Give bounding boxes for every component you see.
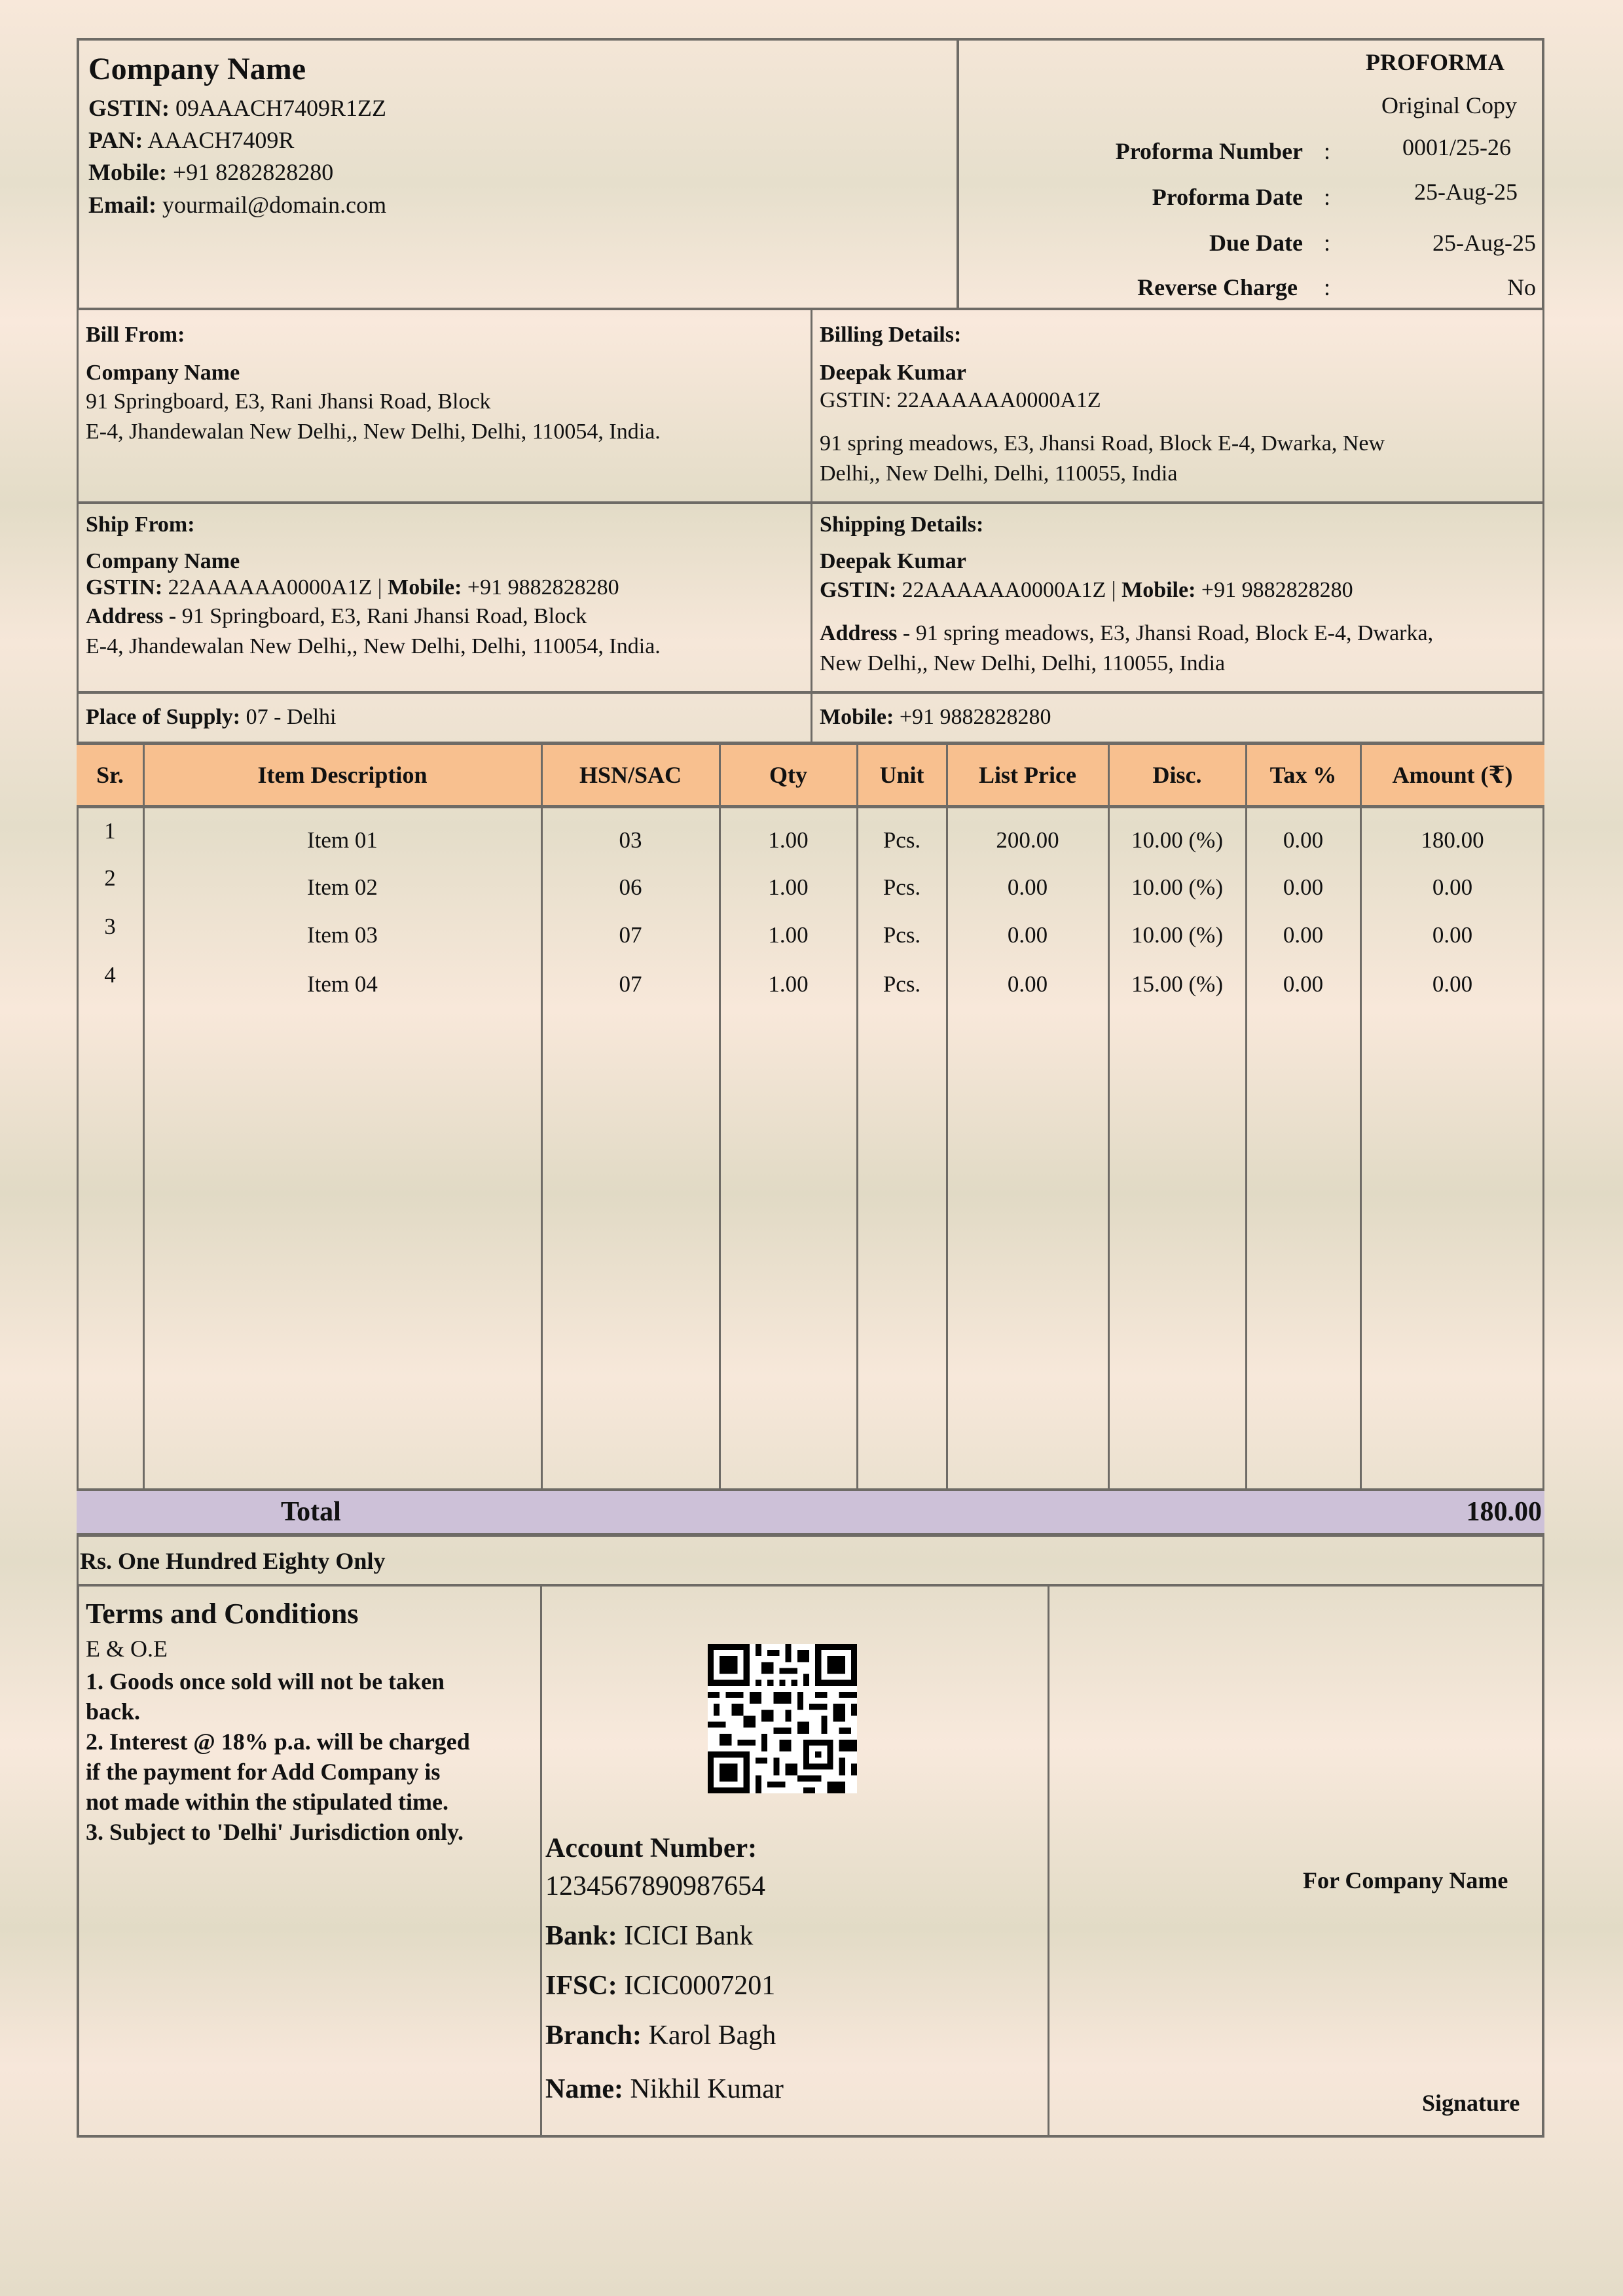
account-number-label: Account Number: (545, 1833, 757, 1863)
place-of-supply-label: Place of Supply: (86, 705, 241, 729)
due-date: 25-Aug-25 (1432, 230, 1536, 256)
cell-amount: 180.00 (1421, 827, 1484, 853)
ship-from-name: Company Name (86, 549, 240, 573)
shipping-details-title: Shipping Details: (820, 512, 984, 537)
mobile-value: +91 9882828280 (467, 575, 619, 600)
terms-line: 3. Subject to 'Delhi' Jurisdiction only. (86, 1819, 464, 1845)
cell-description: Item 02 (307, 874, 378, 900)
cell-list-price: 0.00 (1007, 922, 1048, 948)
mobile-label: Mobile: (820, 705, 894, 729)
terms-line: if the payment for Add Company is (86, 1759, 441, 1785)
cell-disc: 15.00 (%) (1131, 971, 1223, 997)
mobile-label: Mobile: (388, 575, 462, 600)
mobile-label: Mobile: (88, 159, 167, 185)
items-table-body (77, 808, 1544, 1491)
place-of-supply (86, 703, 336, 732)
col-header-description: Item Description (257, 762, 428, 788)
cell-amount: 0.00 (1432, 874, 1473, 900)
cell-sr: 3 (104, 914, 116, 939)
copy-type: Original Copy (1381, 92, 1517, 118)
mobile-value: +91 9882828280 (899, 705, 1051, 729)
meta-sep: : (1324, 138, 1331, 164)
address-row-divider (77, 501, 1544, 504)
meta-label-proforma-number: Proforma Number (1115, 138, 1303, 164)
mobile-value: +91 9882828280 (1201, 578, 1353, 602)
company-email (88, 190, 386, 220)
cell-unit: Pcs. (883, 971, 921, 997)
col-header-sr: Sr. (96, 762, 124, 788)
cell-disc: 10.00 (%) (1131, 827, 1223, 853)
gstin-value: 22AAAAAA0000A1Z (902, 578, 1106, 602)
col-header-qty: Qty (769, 762, 807, 788)
cell-hsn: 06 (619, 874, 642, 900)
cell-description: Item 04 (307, 971, 378, 997)
col-header-list-price: List Price (979, 762, 1076, 788)
total-row (77, 1488, 1544, 1537)
bank-label: Bank: (545, 1921, 617, 1951)
cell-hsn: 07 (619, 971, 642, 997)
col-divider (1360, 742, 1362, 1489)
terms-line: back. (86, 1698, 141, 1725)
payment-qr-code (708, 1644, 857, 1793)
shipping-address-line2: New Delhi,, New Delhi, Delhi, 110055, India (820, 651, 1226, 675)
document-type: PROFORMA (1366, 49, 1504, 75)
address-label: Address (820, 621, 898, 645)
shipping-name: Deepak Kumar (820, 549, 966, 573)
amount-in-words: Rs. One Hundred Eighty Only (80, 1548, 386, 1574)
bank-ifsc (545, 1970, 775, 2001)
mobile-value: +91 8282828280 (172, 159, 334, 185)
cell-tax: 0.00 (1283, 874, 1324, 900)
cell-qty: 1.00 (768, 922, 809, 948)
billing-name: Deepak Kumar (820, 361, 966, 385)
shipping-address-line1 (820, 619, 1433, 648)
ship-from-title: Ship From: (86, 512, 195, 537)
address-value: - 91 spring meadows, E3, Jhansi Road, Block E-4, Dwarka, (902, 621, 1434, 645)
company-gstin (88, 93, 386, 123)
cell-tax: 0.00 (1283, 971, 1324, 997)
col-divider (1245, 742, 1247, 1489)
gstin-value: 09AAACH7409R1ZZ (175, 95, 387, 121)
supply-mobile (820, 703, 1051, 732)
meta-sep: : (1324, 184, 1331, 210)
col-divider (541, 742, 543, 1489)
cell-disc: 10.00 (%) (1131, 874, 1223, 900)
cell-unit: Pcs. (883, 827, 921, 853)
cell-qty: 1.00 (768, 874, 809, 900)
company-name: Company Name (88, 52, 306, 86)
email-value: yourmail@domain.com (162, 192, 387, 218)
col-header-unit: Unit (879, 762, 924, 788)
billing-address-line1: 91 spring meadows, E3, Jhansi Road, Block E-4, Dwarka, New (820, 431, 1385, 456)
cell-qty: 1.00 (768, 971, 809, 997)
gstin-value: 22AAAAAA0000A1Z (168, 575, 373, 600)
separator: | (1111, 578, 1116, 602)
meta-label-proforma-date: Proforma Date (1152, 184, 1303, 210)
col-header-disc: Disc. (1152, 762, 1202, 788)
meta-sep: : (1324, 230, 1331, 256)
address-label: Address - (86, 604, 177, 628)
ifsc-label: IFSC: (545, 1971, 617, 2001)
items-table-header (77, 742, 1544, 808)
qr-code-icon (708, 1644, 857, 1793)
col-divider (1108, 742, 1110, 1489)
cell-qty: 1.00 (768, 827, 809, 853)
total-value: 180.00 (1466, 1497, 1542, 1527)
bill-from-title: Bill From: (86, 323, 185, 347)
cell-hsn: 07 (619, 922, 642, 948)
cell-list-price: 200.00 (996, 827, 1059, 853)
gstin-label: GSTIN: (88, 95, 170, 121)
company-pan (88, 125, 294, 155)
address-value: 91 Springboard, E3, Rani Jhansi Road, Block (181, 604, 587, 628)
terms-list (86, 1666, 470, 1847)
signature-label: Signature (1422, 2090, 1520, 2116)
meta-sep: : (1324, 274, 1331, 300)
for-company-name: For Company Name (1303, 1867, 1508, 1893)
col-divider (143, 742, 145, 1489)
cell-tax: 0.00 (1283, 827, 1324, 853)
meta-label-reverse-charge: Reverse Charge (1137, 274, 1298, 300)
terms-eoe: E & O.E (86, 1636, 168, 1662)
branch-label: Branch: (545, 2020, 642, 2051)
billing-gstin: GSTIN: 22AAAAAA0000A1Z (820, 388, 1101, 412)
cell-disc: 10.00 (%) (1131, 922, 1223, 948)
footer-divider (1048, 1584, 1049, 2138)
proforma-date: 25-Aug-25 (1414, 179, 1518, 205)
separator: | (377, 575, 382, 600)
email-label: Email: (88, 192, 156, 218)
ship-from-gstin-mobile (86, 573, 619, 602)
col-header-amount: Amount (₹) (1392, 762, 1513, 788)
pan-label: PAN: (88, 127, 143, 153)
name-label: Name: (545, 2074, 623, 2104)
cell-unit: Pcs. (883, 922, 921, 948)
terms-line: not made within the stipulated time. (86, 1789, 449, 1815)
pan-value: AAACH7409R (147, 127, 295, 153)
account-number: 1234567890987654 (545, 1871, 765, 1901)
ifsc-value: ICIC0007201 (624, 1971, 776, 2001)
col-header-hsn: HSN/SAC (579, 762, 682, 788)
mobile-label: Mobile: (1122, 578, 1196, 602)
cell-description: Item 03 (307, 922, 378, 948)
bill-from-address-line1: 91 Springboard, E3, Rani Jhansi Road, Block (86, 389, 491, 414)
cell-hsn: 03 (619, 827, 642, 853)
footer-divider (540, 1584, 542, 2138)
terms-title: Terms and Conditions (86, 1598, 359, 1630)
col-header-tax: Tax % (1269, 762, 1337, 788)
meta-label-due-date: Due Date (1209, 230, 1303, 256)
proforma-number: 0001/25-26 (1402, 134, 1511, 160)
billing-address-line2: Delhi,, New Delhi, Delhi, 110055, India (820, 461, 1178, 486)
header-divider (957, 38, 959, 310)
cell-tax: 0.00 (1283, 922, 1324, 948)
place-of-supply-value: 07 - Delhi (246, 705, 337, 729)
gstin-label: GSTIN: (820, 578, 897, 602)
cell-description: Item 01 (307, 827, 378, 853)
bill-from-name: Company Name (86, 361, 240, 385)
terms-line: 2. Interest @ 18% p.a. will be charged (86, 1729, 470, 1755)
cell-sr: 1 (104, 818, 116, 844)
billing-details-title: Billing Details: (820, 323, 962, 347)
cell-list-price: 0.00 (1007, 971, 1048, 997)
cell-sr: 2 (104, 865, 116, 891)
gstin-label: GSTIN: (86, 575, 163, 600)
cell-sr: 4 (104, 962, 116, 988)
bank-name (545, 1920, 753, 1952)
ship-from-address-line2: E-4, Jhandewalan New Delhi,, New Delhi, Delhi, 110054, India. (86, 634, 661, 658)
ship-from-address-line1 (86, 602, 587, 631)
total-label: Total (281, 1497, 341, 1527)
bank-branch (545, 2020, 776, 2051)
col-divider (719, 742, 721, 1489)
cell-list-price: 0.00 (1007, 874, 1048, 900)
account-holder (545, 2073, 784, 2105)
col-divider (856, 742, 858, 1489)
reverse-charge: No (1507, 274, 1536, 300)
cell-amount: 0.00 (1432, 971, 1473, 997)
name-value: Nikhil Kumar (630, 2074, 784, 2104)
shipping-gstin-mobile (820, 576, 1353, 605)
col-divider (946, 742, 948, 1489)
bank-value: ICICI Bank (624, 1921, 754, 1951)
cell-unit: Pcs. (883, 874, 921, 900)
terms-line: 1. Goods once sold will not be taken (86, 1668, 445, 1695)
branch-value: Karol Bagh (648, 2020, 776, 2051)
supply-divider (811, 692, 812, 744)
bill-from-address-line2: E-4, Jhandewalan New Delhi,, New Delhi, Delhi, 110054, India. (86, 420, 661, 444)
company-mobile (88, 157, 333, 187)
cell-amount: 0.00 (1432, 922, 1473, 948)
